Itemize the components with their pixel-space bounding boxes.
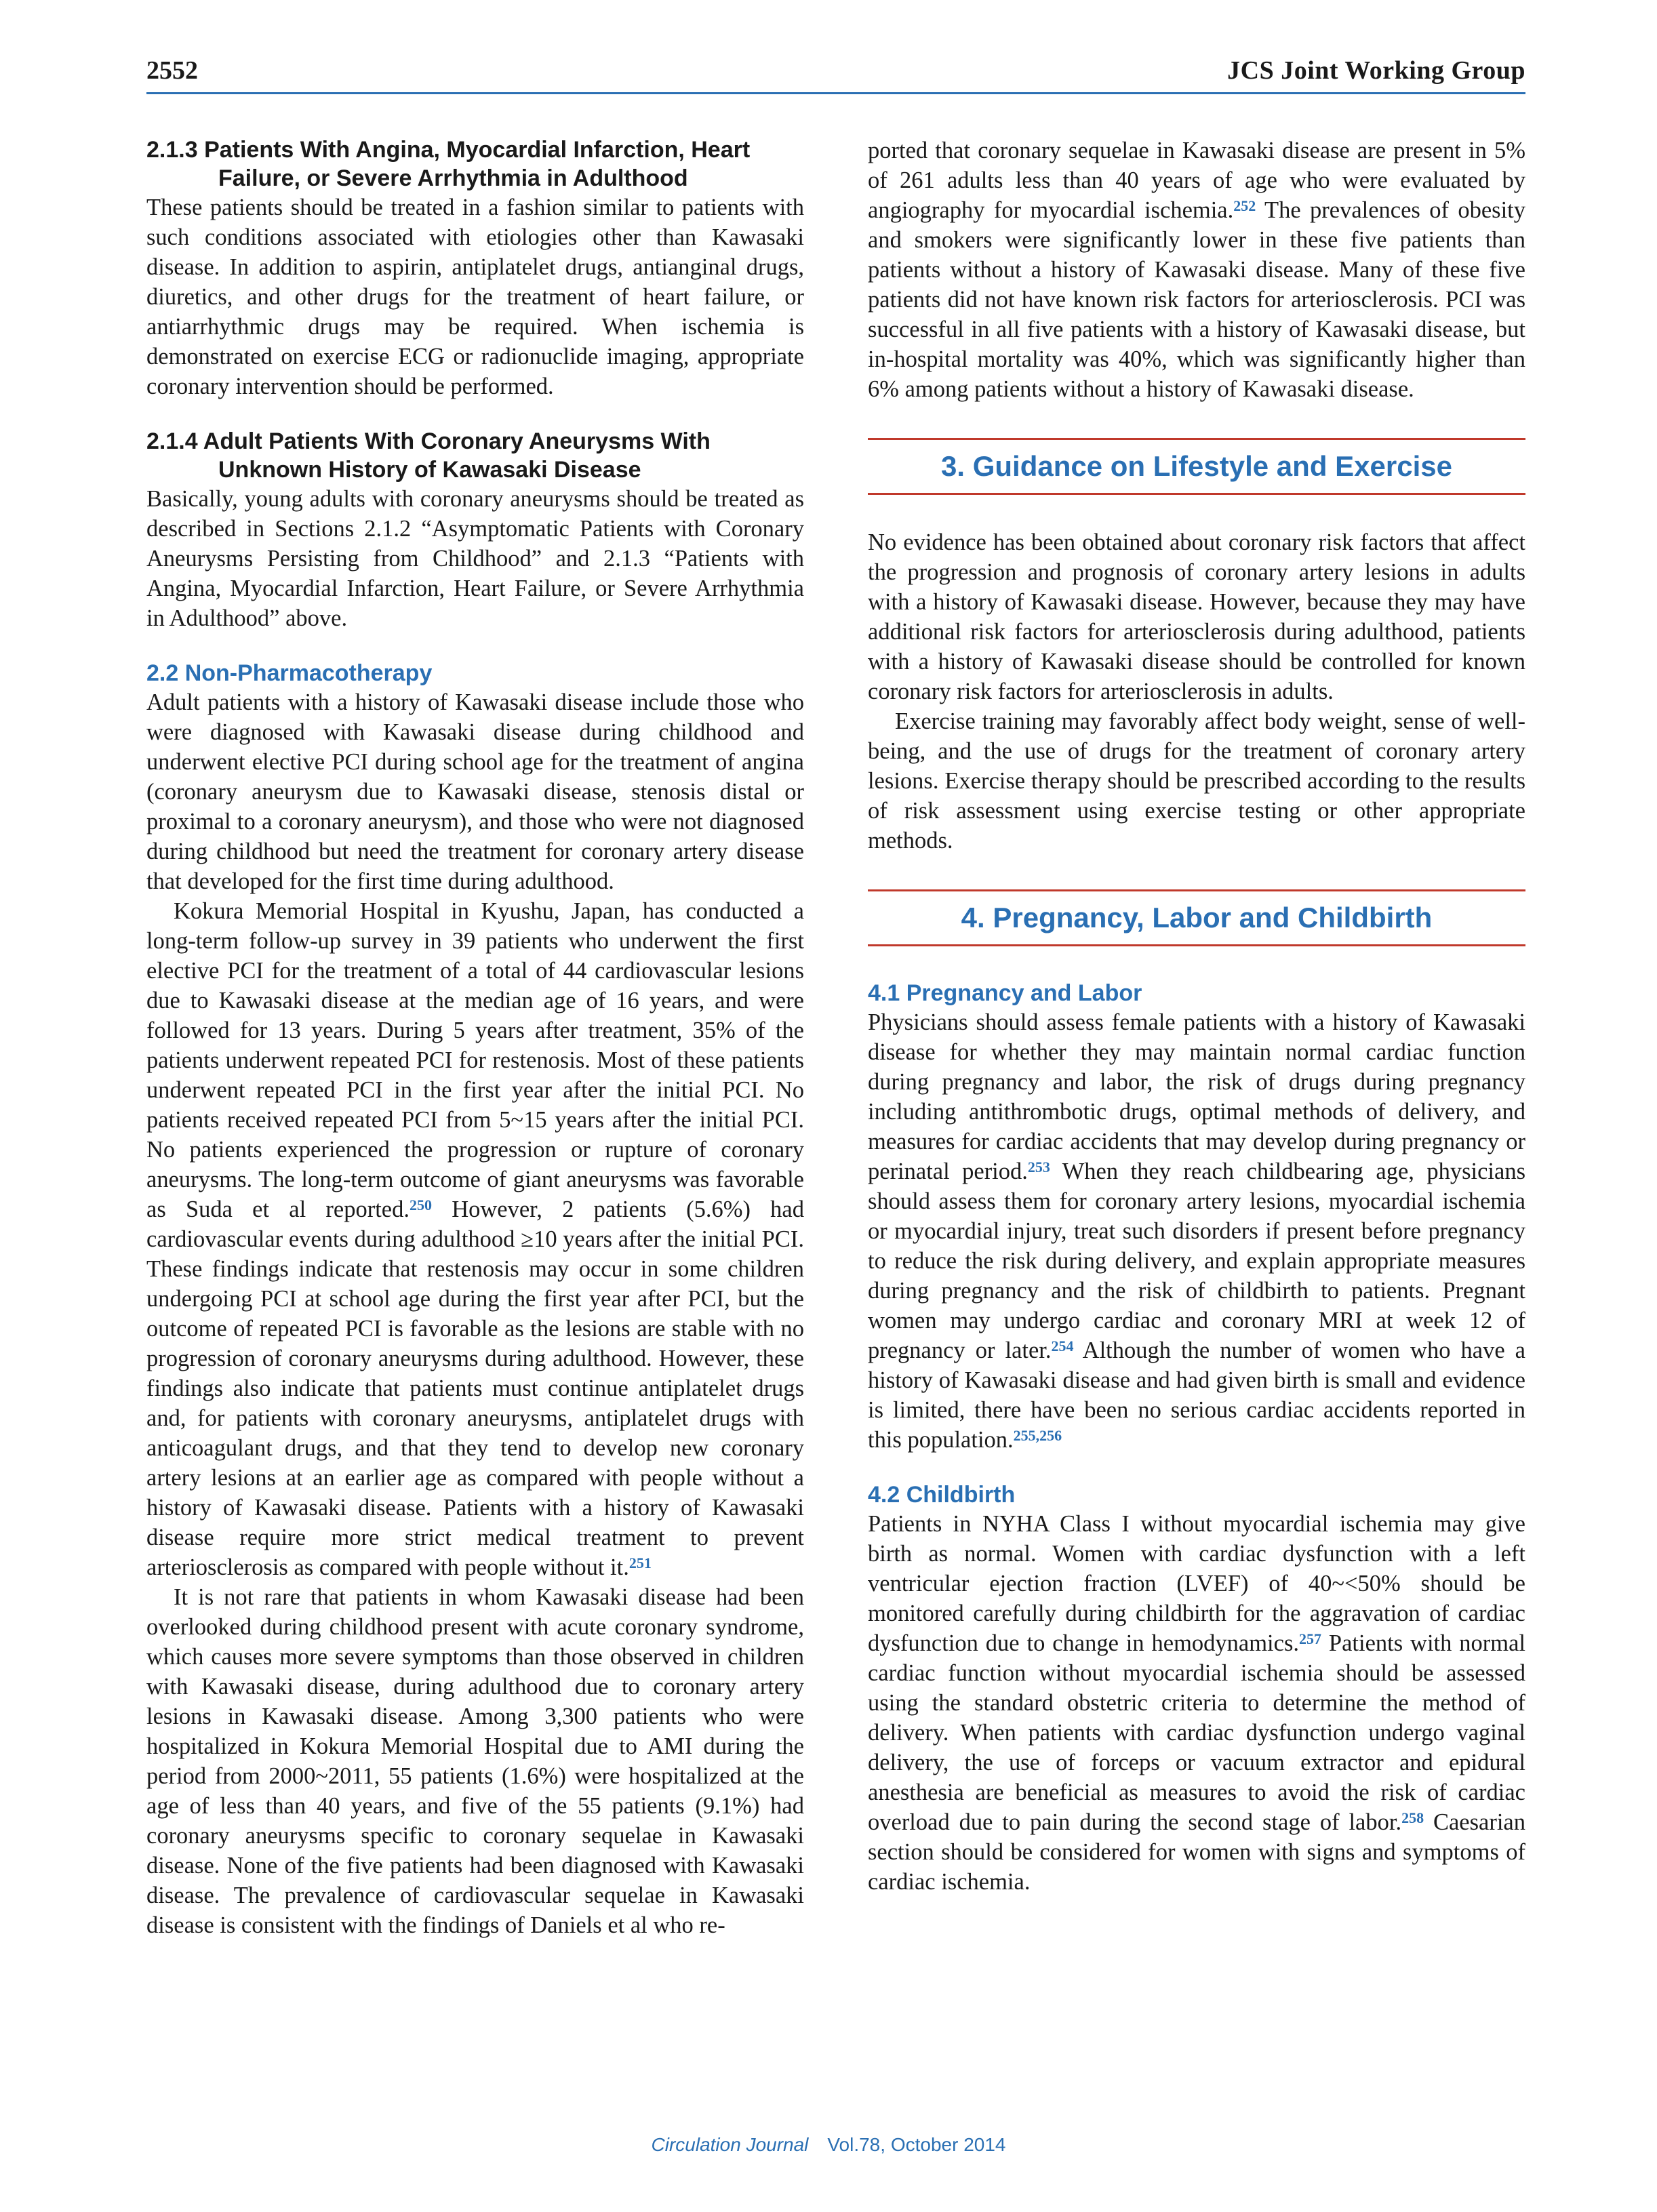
citation-255-256[interactable]: 255,256 <box>1013 1427 1062 1444</box>
paragraph-2-1-4: Basically, young adults with coronary aneurysms should be treated as described in Sections 2.1.2 “Asymptomatic Patients with Coronary Aneurysms Persisting from Childhood” and 2.1.3 “Patients with Angina, Myocardial Infarction, Heart Failure, or Severe Arrhythmia in Adulthood” above. <box>146 486 804 631</box>
page-number: 2552 <box>146 56 198 85</box>
paragraph-2-2-b: Kokura Memorial Hospital in Kyushu, Japan, has conducted a long-term follow-up survey in 39 patients who underwent the first elective PCI for the treatment of a total of 44 cardiovascular lesions due to Kawasaki disease at the median age of 16 years, and were followed for 13 years. During 5 years after treatment, 35% of the patients underwent repeated PCI for restenosis. Most of these patients underwent repeated PCI in the first year after the initial PCI. No patients received repeated PCI from 5~15 years after the initial PCI. No patients experienced the progression or rupture of coronary aneurysms. The long-term outcome of giant aneurysms was favorable as Suda et al reported.$^{250}$ However, 2 patients (5.6%) had cardiovascular events during adulthood ≥10 years after the initial PCI. These findings indicate that restenosis may occur in some children undergoing PCI at school age during the first year after PCI, but the outcome of repeated PCI is favorable as the lesions are stable with no progression of coronary aneurysms during adulthood. However, these findings also indicate that patients must continue antiplatelet drugs and, for patients with coronary aneurysms, antiplatelet drugs with anticoagulant drugs, and that they tend to develop new coronary artery lesions at an earlier age as compared with people without a history of Kawasaki disease. Patients with a history of Kawasaki disease require more strict medical treatment to prevent arteriosclerosis as compared with people without it.$^{251}$ <box>146 898 804 1580</box>
header-rule <box>146 92 1525 94</box>
heading-4-2: 4.2 Childbirth <box>868 1482 1016 1508</box>
heading-2-1-4: 2.1.4 Adult Patients With Coronary Aneurysms With Unknown History of Kawasaki Disease <box>146 428 711 483</box>
paragraph-3-b: Exercise training may favorably affect body weight, sense of well-being, and the use of drugs for the treatment of coronary artery lesions. Exercise therapy should be prescribed according to the results of risk assessment using exercise testing or other appropriate methods. <box>868 708 1525 853</box>
right-column <box>868 136 1525 1897</box>
section-4-title: 4. Pregnancy, Labor and Childbirth <box>868 889 1525 946</box>
footer <box>0 2134 1657 2156</box>
left-column <box>146 136 804 1940</box>
citation-258[interactable]: 258 <box>1401 1809 1424 1826</box>
paragraph-2-1-3: These patients should be treated in a fashion similar to patients with such conditions associated with etiologies other than Kawasaki disease. In addition to aspirin, antiplatelet drugs, antianginal drugs, diuretics, and other drugs for the treatment of heart failure, or antiarrhythmic drugs may be required. When ischemia is demonstrated on exercise ECG or radionuclide imaging, appropriate coronary intervention should be performed. <box>146 195 804 399</box>
journal-name: Circulation Journal <box>651 2134 809 2155</box>
citation-254[interactable]: 254 <box>1051 1338 1074 1354</box>
volume-info: Vol.78, October 2014 <box>827 2134 1006 2155</box>
citation-252[interactable]: 252 <box>1233 197 1256 214</box>
paragraph-4-1: Physicians should assess female patients with a history of Kawasaki disease for whether they may maintain normal cardiac function during pregnancy and labor, the risk of drugs during pregnancy including antithrombotic drugs, optimal methods of delivery, and measures for cardiac accidents that may develop during pregnancy or perinatal period.$^{253}$ When they reach childbearing age, physicians should assess them for coronary artery lesions, myocardial ischemia or myocardial injury, treat such disorders if present before pregnancy to reduce the risk during delivery, and explain appropriate measures during pregnancy and the risk of childbirth to patients. Pregnant women may undergo cardiac and coronary MRI at week 12 of pregnancy or later.$^{254}$ Although the number of women who have a history of Kawasaki disease and had given birth is small and evidence is limited, there have been no serious cardiac accidents reported in this population.$^{255,256}$ <box>868 1009 1525 1453</box>
paragraph-2-2-c: It is not rare that patients in whom Kawasaki disease had been overlooked during childhood present with acute coronary syndrome, which causes more severe symptoms than those observed in children with Kawasaki disease, during adulthood due to coronary artery lesions in Kawasaki disease. Among 3,300 patients who were hospitalized in Kokura Memorial Hospital due to AMI during the period from 2000~2011, 55 patients (1.6%) were hospitalized at the age of less than 40 years, and five of the 55 patients (9.1%) had coronary aneurysms specific to coronary sequelae in Kawasaki disease. None of the five patients had been diagnosed with Kawasaki disease. The prevalence of cardiovascular sequelae in Kawasaki disease is consistent with the findings of Daniels et al who re- <box>146 1584 804 1938</box>
running-title: JCS Joint Working Group <box>1227 56 1525 85</box>
paragraph-2-2-a: Adult patients with a history of Kawasaki disease include those who were diagnosed with Kawasaki disease during childhood and underwent elective PCI during school age for the treatment of angina (coronary aneurysm due to Kawasaki disease, stenosis distal or proximal to a coronary aneurysm), and those who were not diagnosed during childhood but need the treatment for coronary artery disease that developed for the first time during adulthood. <box>146 689 804 894</box>
paragraph-3-a: No evidence has been obtained about coronary risk factors that affect the progression and prognosis of coronary artery lesions in adults with a history of Kawasaki disease. However, because they may have additional risk factors for arteriosclerosis during adulthood, patients with a history of Kawasaki disease should be controlled for known coronary risk factors for arteriosclerosis in adults. <box>868 529 1525 704</box>
heading-2-1-3: 2.1.3 Patients With Angina, Myocardial Infarction, Heart Failure, or Severe Arrhythmia in Adulthood <box>146 137 751 191</box>
citation-257[interactable]: 257 <box>1299 1630 1322 1647</box>
citation-251[interactable]: 251 <box>628 1554 652 1571</box>
heading-2-2: 2.2 Non-Pharmacotherapy <box>146 660 433 686</box>
section-3-title: 3. Guidance on Lifestyle and Exercise <box>868 438 1525 495</box>
paragraph-4-2: Patients in NYHA Class I without myocardial ischemia may give birth as normal. Women with cardiac dysfunction with a left ventricular ejection fraction (LVEF) of 40~<50% should be monitored carefully during childbirth for the aggravation of cardiac dysfunction due to change in hemodynamics.$^{257}$ Patients with normal cardiac function without myocardial ischemia should be assessed using the standard obstetric criteria to determine the method of delivery. When patients with cardiac dysfunction undergo vaginal delivery, the use of forceps or vacuum extractor and epidural anesthesia are beneficial as measures to avoid the risk of cardiac overload due to pain during the second stage of labor.$^{258}$ Caesarian section should be considered for women with signs and symptoms of cardiac ischemia. <box>868 1511 1525 1895</box>
paragraph-continued: ported that coronary sequelae in Kawasaki disease are present in 5% of 261 adults less than 40 years of age who were evaluated by angiography for myocardial ischemia.$^{252}$ The prevalences of obesity and smokers were significantly lower in these five patients than patients without a history of Kawasaki disease. Many of these five patients did not have known risk factors for arteriosclerosis. PCI was successful in all five patients with a history of Kawasaki disease, but in-hospital mortality was 40%, which was significantly higher than 6% among patients without a history of Kawasaki disease. <box>868 138 1525 402</box>
citation-250[interactable]: 250 <box>409 1197 432 1213</box>
citation-253[interactable]: 253 <box>1027 1159 1050 1175</box>
heading-4-1: 4.1 Pregnancy and Labor <box>868 980 1142 1006</box>
